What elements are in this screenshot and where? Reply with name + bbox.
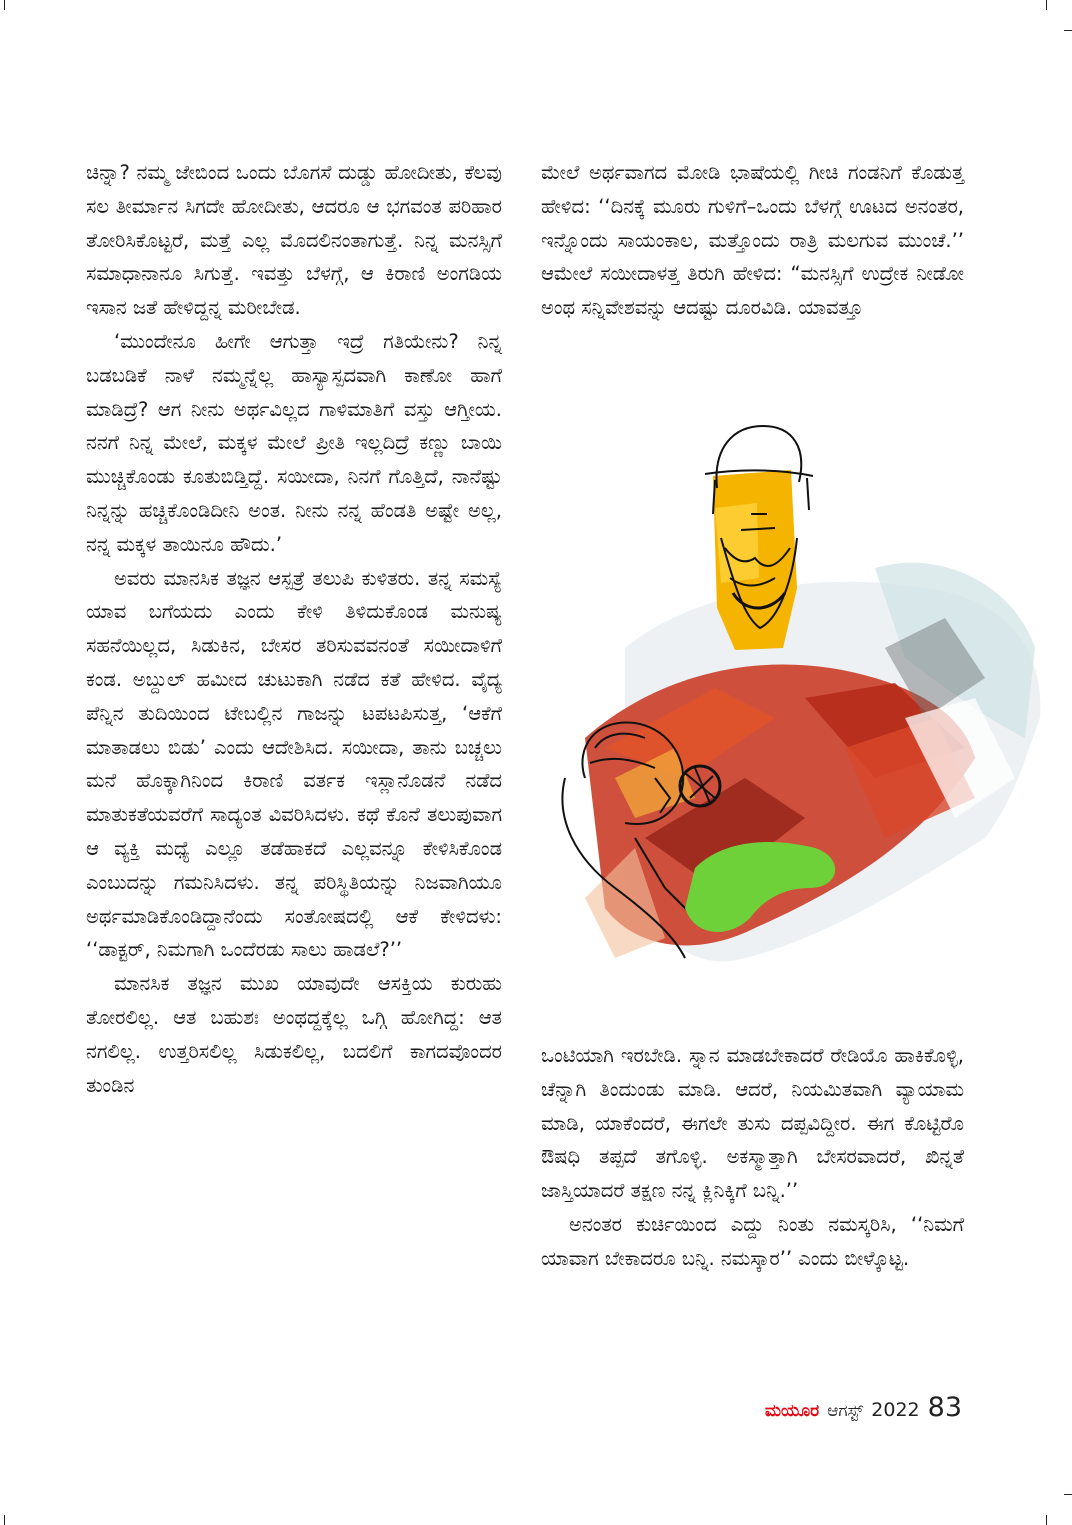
crop-mark-bottom-left <box>4 1515 5 1525</box>
page-footer <box>765 1392 962 1423</box>
issue-year: 2022 <box>871 1399 920 1421</box>
paragraph: ಚಿನ್ನಾ? ನಮ್ಮ ಜೇಬಿಂದ ಒಂದು ಬೊಗಸೆ ದುಡ್ಡು ಹೋದೀತು, ಕೆಲವು ಸಲ ತೀರ್ಮಾನ ಸಿಗದೇ ಹೋದೀತು, ಆದರೂ ಆ ಭಗವಂತ ಪರಿಹಾರ ತೋರಿಸಿಕೊಟ್ಟರೆ, ಮತ್ತೆ ಎಲ್ಲ ಮೊದಲಿನಂತಾಗುತ್ತೆ. ನಿನ್ನ ಮನಸ್ಸಿಗೆ ಸಮಾಧಾನಾನೂ ಸಿಗುತ್ತೆ. ಇವತ್ತು ಬೆಳಗ್ಗೆ, ಆ ಕಿರಾಣಿ ಅಂಗಡಿಯ ಇಸಾನ ಜತೆ ಹೇಳಿದ್ದನ್ನ ಮರೀಬೇಡ. <box>86 161 502 320</box>
paragraph: ಮೇಲೆ ಅರ್ಥವಾಗದ ಮೋಡಿ ಭಾಷೆಯಲ್ಲಿ ಗೀಚಿ ಗಂಡನಿಗೆ ಕೊಡುತ್ತ ಹೇಳಿದ: ‘‘ದಿನಕ್ಕೆ ಮೂರು ಗುಳಿಗೆ–ಒಂದು ಬೆಳಗ್ಗೆ ಊಟದ ಅನಂತರ, ಇನ್ನೊಂದು ಸಾಯಂಕಾಲ, ಮತ್ತೊಂದು ರಾತ್ರಿ ಮಲಗುವ ಮುಂಚೆ.’’ ಆಮೇಲೆ ಸಯೀದಾಳತ್ತ ತಿರುಗಿ ಹೇಳಿದ: “ಮನಸ್ಸಿಗೆ ಉದ್ರೇಕ ನೀಡೋ ಅಂಥ ಸನ್ನಿವೇಶವನ್ನು ಆದಷ್ಟು ದೂರವಿಡಿ. ಯಾವತ್ತೂ <box>541 161 964 320</box>
paragraph: ‘ಮುಂದೇನೂ ಹೀಗೇ ಆಗುತ್ತಾ ಇದ್ರೆ ಗತಿಯೇನು? ನಿನ್ನ ಬಡಬಡಿಕೆ ನಾಳೆ ನಮ್ಮನ್ನೆಲ್ಲ ಹಾಸ್ಯಾಸ್ಪದವಾಗಿ ಕಾಣೋ ಹಾಗೆ ಮಾಡಿದ್ರೆ? ಆಗ ನೀನು ಅರ್ಥವಿಲ್ಲದ ಗಾಳಿಮಾತಿಗೆ ವಸ್ತು ಆಗ್ತೀಯ. ನನಗೆ ನಿನ್ನ ಮೇಲೆ, ಮಕ್ಕಳ ಮೇಲೆ ಪ್ರೀತಿ ಇಲ್ಲದಿದ್ರೆ ಕಣ್ಣು ಬಾಯಿ ಮುಚ್ಚಿಕೊಂಡು ಕೂತುಬಿಡ್ತಿದ್ದೆ. ಸಯೀದಾ, ನಿನಗೆ ಗೊತ್ತಿದೆ, ನಾನೆಷ್ಟು ನಿನ್ನನ್ನು ಹಚ್ಚಿಕೊಂಡಿದೀನಿ ಅಂತ. ನೀನು ನನ್ನ ಹೆಂಡತಿ ಅಷ್ಟೇ ಅಲ್ಲ, ನನ್ನ ಮಕ್ಕಳ ತಾಯಿನೂ ಹೌದು.’ <box>86 329 502 556</box>
illustration-svg <box>545 418 1050 1028</box>
crop-mark-top-right <box>1046 0 1047 10</box>
paragraph: ಒಂಟಿಯಾಗಿ ಇರಬೇಡಿ. ಸ್ನಾನ ಮಾಡಬೇಕಾದರೆ ರೇಡಿಯೊ ಹಾಕಿಕೊಳ್ಳಿ, ಚೆನ್ನಾಗಿ ತಿಂದುಂಡು ಮಾಡಿ. ಆದರೆ, ನಿಯಮಿತವಾಗಿ ವ್ಯಾಯಾಮ ಮಾಡಿ, ಯಾಕೆಂದರೆ, ಈಗಲೇ ತುಸು ದಪ್ಪವಿದ್ದೀರ. ಈಗ ಕೊಟ್ಟಿರೊ ಔಷಧಿ ತಪ್ಪದೆ ತಗೊಳ್ಳಿ. ಅಕಸ್ಮಾತ್ತಾಗಿ ಬೇಸರವಾದರೆ, ಖಿನ್ನತೆ ಜಾಸ್ತಿಯಾದರೆ ತಕ್ಷಣ ನನ್ನ ಕ್ಲಿನಿಕ್ಕಿಗೆ ಬನ್ನಿ.’’ <box>541 1044 964 1203</box>
crop-mark-right-upper <box>1064 30 1072 31</box>
article-column-right-top <box>541 156 964 325</box>
article-column-right-bottom <box>541 1039 964 1276</box>
article-column-left <box>86 156 502 1102</box>
magazine-brand: ಮಯೂರ <box>764 1401 820 1421</box>
page-number: 83 <box>927 1392 962 1423</box>
story-illustration <box>545 418 1050 1028</box>
paragraph: ಅವರು ಮಾನಸಿಕ ತಜ್ಞನ ಆಸ್ಪತ್ರೆ ತಲುಪಿ ಕುಳಿತರು. ತನ್ನ ಸಮಸ್ಯೆ ಯಾವ ಬಗೆಯದು ಎಂದು ಕೇಳಿ ತಿಳಿದುಕೊಂಡ ಮನುಷ್ಯ ಸಹನೆಯಿಲ್ಲದ, ಸಿಡುಕಿನ, ಬೇಸರ ತರಿಸುವವನಂತೆ ಸಯೀದಾಳಿಗೆ ಕಂಡ. ಅಬ್ದುಲ್ ಹಮೀದ ಚುಟುಕಾಗಿ ನಡೆದ ಕತೆ ಹೇಳಿದ. ವೈದ್ಯ ಪೆನ್ನಿನ ತುದಿಯಿಂದ ಟೇಬಲ್ಲಿನ ಗಾಜನ್ನು ಟಪಟಪಿಸುತ್ತ, ‘ಆಕೆಗೆ ಮಾತಾಡಲು ಬಿಡು’ ಎಂದು ಆದೇಶಿಸಿದ. ಸಯೀದಾ, ತಾನು ಬಚ್ಚಲು ಮನೆ ಹೊಕ್ಕಾಗಿನಿಂದ ಕಿರಾಣಿ ವರ್ತಕ ಇಸ್ಲಾನೊಡನೆ ನಡೆದ ಮಾತುಕತೆಯವರೆಗೆ ಸಾದ್ಯಂತ ವಿವರಿಸಿದಳು. ಕಥೆ ಕೊನೆ ತಲುಪುವಾಗ ಆ ವ್ಯಕ್ತಿ ಮಧ್ಯೆ ಎಲ್ಲೂ ತಡೆಹಾಕದೆ ಎಲ್ಲವನ್ನೂ ಕೇಳಿಸಿಕೊಂಡ ಎಂಬುದನ್ನು ಗಮನಿಸಿದಳು. ತನ್ನ ಪರಿಸ್ಥಿತಿಯನ್ನು ನಿಜವಾಗಿಯೂ ಅರ್ಥಮಾಡಿಕೊಂಡಿದ್ದಾನೆಂದು ಸಂತೋಷದಲ್ಲಿ ಆಕೆ ಕೇಳಿದಳು: ‘‘ಡಾಕ್ಟರ್, ನಿಮಗಾಗಿ ಒಂದೆರಡು ಸಾಲು ಹಾಡಲೆ?’’ <box>86 566 502 962</box>
crop-mark-top-left <box>4 0 5 10</box>
paragraph: ಮಾನಸಿಕ ತಜ್ಞನ ಮುಖ ಯಾವುದೇ ಆಸಕ್ತಿಯ ಕುರುಹು ತೋರಲಿಲ್ಲ. ಆತ ಬಹುಶಃ ಅಂಥದ್ದಕ್ಕೆಲ್ಲ ಒಗ್ಗಿ ಹೋಗಿದ್ದ: ಆತ ನಗಲಿಲ್ಲ. ಉತ್ತರಿಸಲಿಲ್ಲ ಸಿಡುಕಲಿಲ್ಲ, ಬದಲಿಗೆ ಕಾಗದವೊಂದರ ತುಂಡಿನ <box>86 972 502 1097</box>
crop-mark-bottom-right <box>1046 1515 1047 1525</box>
crop-mark-right-lower <box>1064 1494 1072 1495</box>
issue-month: ಆಗಸ್ಟ್ <box>827 1401 864 1421</box>
paragraph: ಅನಂತರ ಕುರ್ಚಿಯಿಂದ ಎದ್ದು ನಿಂತು ನಮಸ್ಕರಿಸಿ, ‘‘ನಿಮಗೆ ಯಾವಾಗ ಬೇಕಾದರೂ ಬನ್ನಿ. ನಮಸ್ಕಾರ’’ ಎಂದು ಬೀಳ್ಕೊಟ್ಟ. <box>541 1212 964 1270</box>
